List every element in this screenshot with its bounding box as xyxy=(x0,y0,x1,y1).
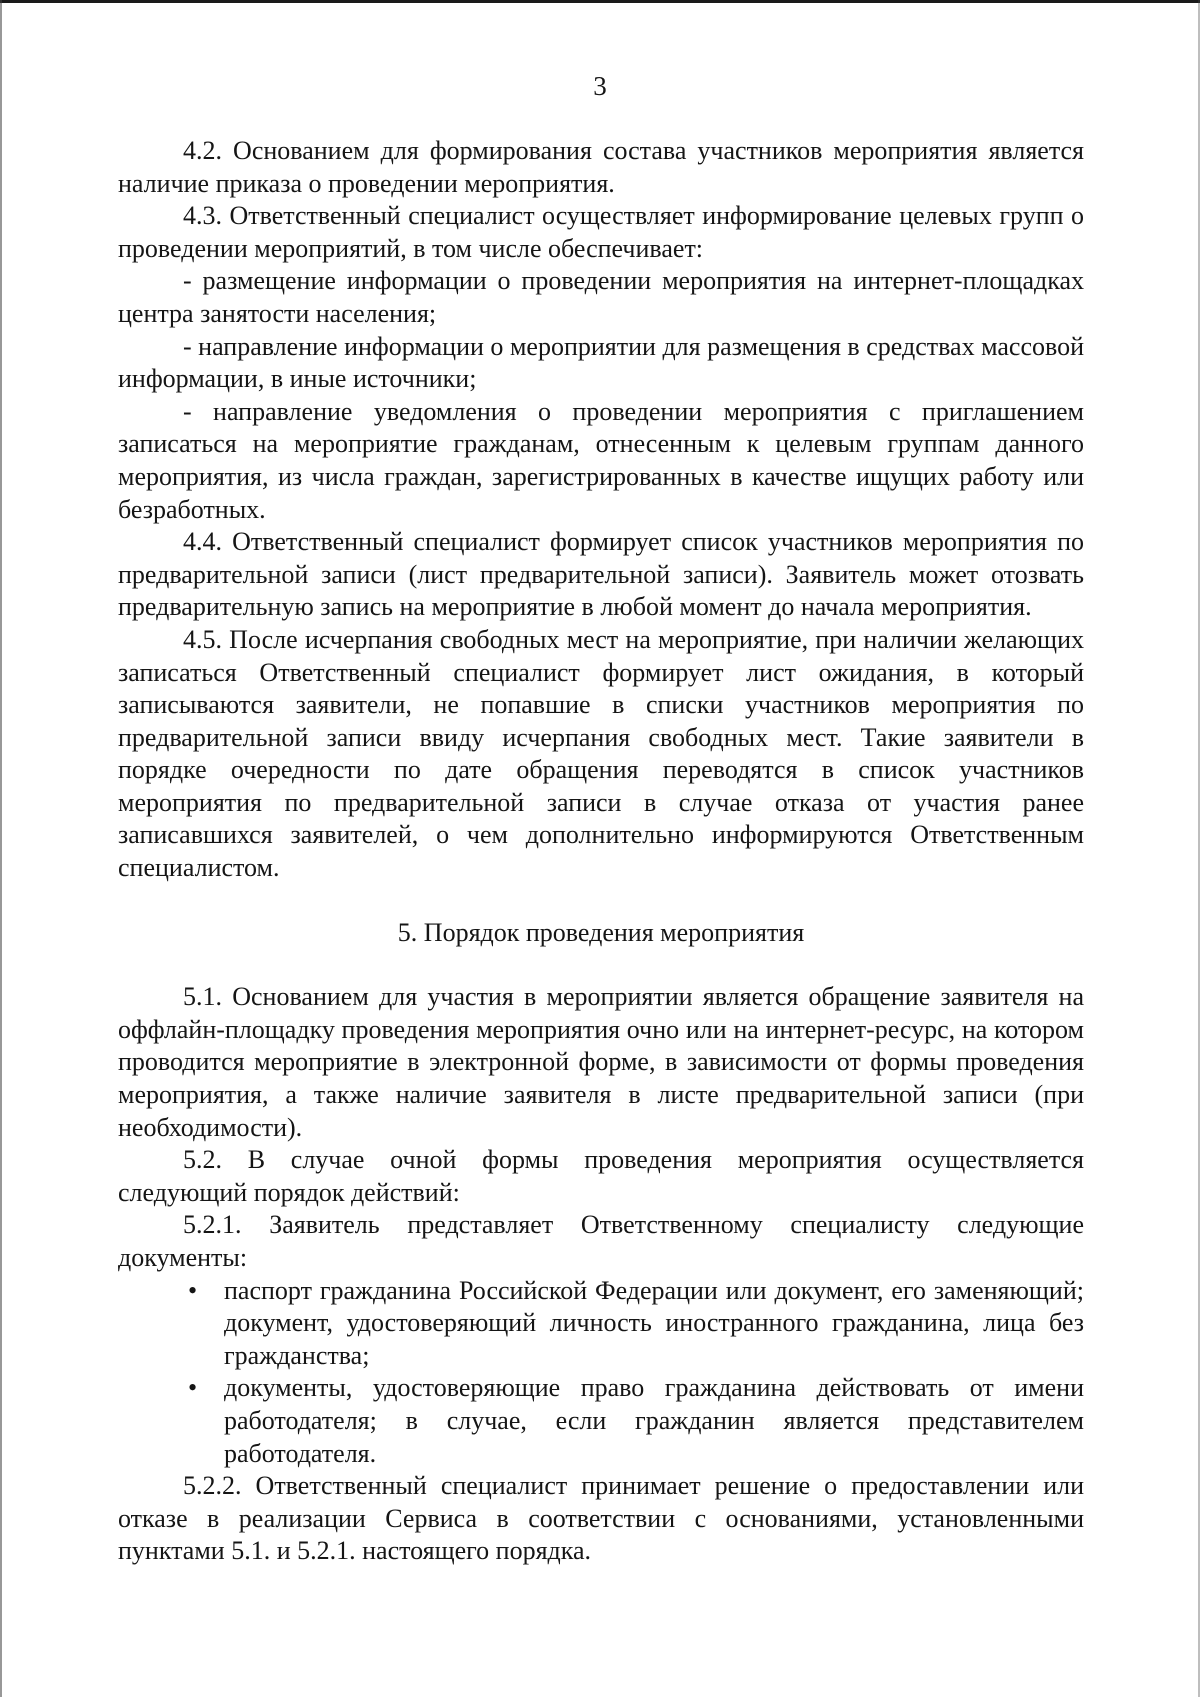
scan-top-border xyxy=(0,0,1200,3)
section-5-title: 5. Порядок проведения мероприятия xyxy=(397,917,805,947)
paragraph-4-3: 4.3. Ответственный специалист осуществляет информирование целевых групп о проведении мероприятий, в том числе обеспечивает: xyxy=(118,201,1084,263)
paragraph-4-3-item-c: - направление уведомления о проведении мероприятия с приглашением записаться на мероприятие гражданам, отнесенным к целевым группам данного мероприятия, из числа граждан, зарегистрированных в качестве ищущих работу или безработных. xyxy=(118,396,1084,524)
list-item: • паспорт гражданина Российской Федерации или документ, его заменяющий; документ, удостоверяющий личность иностранного гражданина, лица без гражданства; xyxy=(224,1275,1084,1373)
page-number: 3 xyxy=(593,71,607,101)
paragraph-4-4: 4.4. Ответственный специалист формирует список участников мероприятия по предварительной записи (лист предварительной записи). Заявитель может отозвать предварительную запись на мероприятие в любой момент до начала мероприятия. xyxy=(118,527,1084,622)
paragraph-4-2: 4.2. Основанием для формирования состава участников мероприятия является наличие приказа о проведении мероприятия. xyxy=(118,136,1084,198)
paragraph-4-3-item-b: - направление информации о мероприятии для размещения в средствах массовой информации, в иные источники; xyxy=(118,331,1084,394)
document-body xyxy=(118,135,1084,1568)
paragraph-4-5: 4.5. После исчерпания свободных мест на мероприятие, при наличии желающих записаться Ответственный специалист формирует лист ожидания, в который записываются заявители, не попавшие в списки участников мероприятия по предварительной записи ввиду исчерпания свободных мест. Такие заявители в порядке очередности по дате обращения переводятся в список участников мероприятия по предварительной записи в случае отказа от участия ранее записавшихся заявителей, о чем дополнительно информируются Ответственным специалистом. xyxy=(118,624,1084,883)
documents-list xyxy=(118,1275,1084,1471)
list-item: • документы, удостоверяющие право гражданина действовать от имени работодателя; в случае, если гражданин является представителем работодателя. xyxy=(224,1372,1084,1470)
paragraph-5-2-2: 5.2.2. Ответственный специалист принимает решение о предоставлении или отказе в реализации Сервиса в соответствии с основаниями, установленными пунктами 5.1. и 5.2.1. настоящего порядка. xyxy=(118,1471,1084,1566)
paragraph-5-2-1: 5.2.1. Заявитель представляет Ответственному специалисту следующие документы: xyxy=(118,1210,1084,1272)
paragraph-5-2: 5.2. В случае очной формы проведения мероприятия осуществляется следующий порядок действий: xyxy=(118,1145,1084,1207)
scan-left-border xyxy=(0,0,2,1697)
paragraph-5-1: 5.1. Основанием для участия в мероприятии является обращение заявителя на оффлайн-площадку проведения мероприятия очно или на интернет-ресурс, на котором проводится мероприятие в электронной форме, в зависимости от формы проведения мероприятия, а также наличие заявителя в листе предварительной записи (при необходимости). xyxy=(118,982,1084,1142)
paragraph-4-3-item-a: - размещение информации о проведении мероприятия на интернет-площадках центра занятости населения; xyxy=(118,266,1084,328)
